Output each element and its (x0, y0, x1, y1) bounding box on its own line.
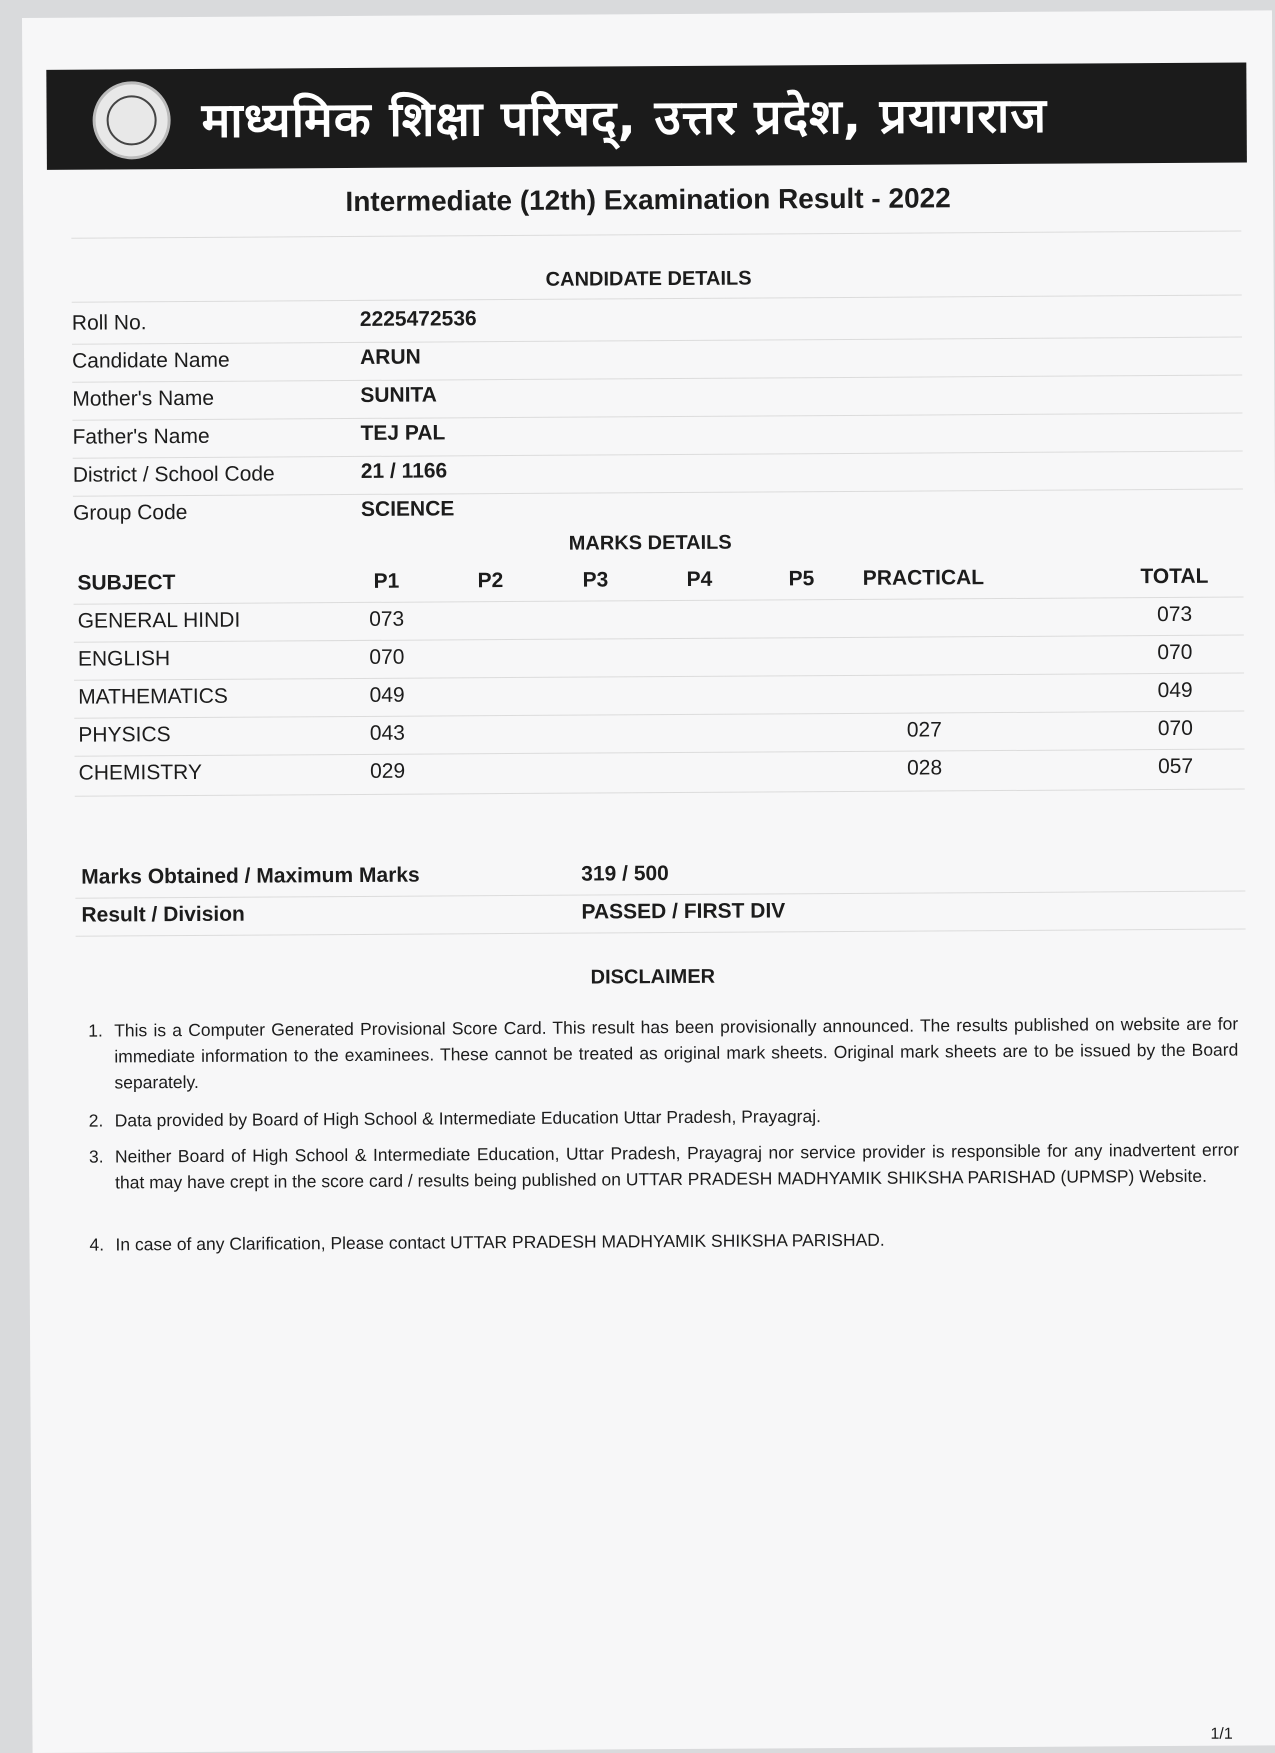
board-name: माध्यमिक शिक्षा परिषद्, उत्तर प्रदेश, प्रयागराज (201, 87, 1048, 149)
detail-value: SCIENCE (360, 497, 455, 521)
total-cell: 073 (1157, 602, 1193, 627)
disclaimer-heading: DISCLAIMER (590, 965, 716, 989)
disclaimer-item (89, 1101, 1239, 1138)
result-value: PASSED / FIRST DIV (581, 899, 786, 924)
subject-cell: MATHEMATICS (78, 684, 228, 709)
header-banner (46, 63, 1247, 170)
practical-cell: 027 (906, 718, 942, 742)
marks-obtained-value: 319 / 500 (581, 862, 669, 886)
column-header: TOTAL (1140, 564, 1209, 589)
marks-details-heading: MARKS DETAILS (568, 531, 732, 555)
divider (71, 231, 1241, 239)
p1-cell: 049 (369, 683, 405, 707)
page-number: 1/1 (1210, 1725, 1233, 1743)
detail-label: Candidate Name (72, 348, 230, 373)
column-header: P4 (686, 567, 713, 591)
column-header: PRACTICAL (862, 566, 985, 590)
item-number: 4. (89, 1234, 105, 1255)
item-text: In case of any Clarification, Please contact UTTAR PRADESH MADHYAMIK SHIKSHA PARISHAD. (115, 1229, 885, 1255)
p1-cell: 073 (369, 607, 405, 631)
subject-cell: PHYSICS (78, 723, 171, 747)
disclaimer-item (89, 1225, 1239, 1262)
practical-cell (834, 680, 1014, 681)
score-card-sheet (22, 10, 1275, 1753)
subject-cell: GENERAL HINDI (77, 608, 241, 633)
subject-cell: CHEMISTRY (78, 760, 202, 785)
detail-row-group-code (73, 489, 1243, 534)
candidate-details-heading: CANDIDATE DETAILS (545, 267, 752, 291)
detail-value: TEJ PAL (360, 421, 446, 445)
column-header: SUBJECT (77, 571, 176, 595)
result-label: Result / Division (81, 902, 245, 927)
detail-value: ARUN (360, 345, 421, 369)
disclaimer-item (88, 1011, 1238, 1100)
detail-label: Group Code (72, 500, 188, 525)
item-text: Neither Board of High School & Intermediate Education, Uttar Pradesh, Prayagraj nor service provider is responsible for any inadvertent error that may have crept in the score card / results being published on UTTAR PRADESH MADHYAMIK SHIKSHA PARISHAD (UPMSP) Website. (114, 1139, 1239, 1193)
item-number: 1. (88, 1020, 103, 1041)
total-cell: 049 (1157, 678, 1193, 703)
column-header: P2 (477, 569, 504, 593)
item-number: 3. (88, 1146, 104, 1167)
p1-cell: 043 (369, 721, 405, 745)
practical-cell (834, 604, 1014, 605)
total-cell: 057 (1157, 754, 1194, 779)
item-text: Data provided by Board of High School & Intermediate Education Uttar Pradesh, Prayagraj. (114, 1106, 822, 1131)
marks-obtained-row (75, 853, 1245, 896)
p1-cell: 070 (369, 645, 405, 669)
detail-label: Roll No. (71, 311, 147, 335)
subject-cell: ENGLISH (77, 647, 171, 671)
total-cell: 070 (1157, 716, 1193, 741)
board-emblem-icon (92, 81, 170, 159)
detail-label: Father's Name (72, 424, 210, 449)
detail-value: 2225472536 (359, 307, 477, 331)
p1-cell: 029 (370, 759, 406, 783)
detail-label: Mother's Name (72, 386, 215, 411)
practical-cell: 028 (906, 756, 943, 780)
detail-value: SUNITA (360, 383, 437, 407)
item-text: This is a Computer Generated Provisional Score Card. This result has been provisionally announced. The results published on website are for immediate information to the examinees. These cannot be treated as original mark sheets. Original mark sheets are to be issued by the Board separately. (114, 1013, 1239, 1093)
item-number: 2. (88, 1110, 104, 1131)
result-row (75, 891, 1245, 934)
table-row (75, 749, 1245, 794)
total-cell: 070 (1157, 640, 1193, 665)
detail-label: District / School Code (72, 462, 275, 487)
marks-obtained-label: Marks Obtained / Maximum Marks (81, 863, 420, 889)
column-header: P5 (788, 567, 815, 591)
disclaimer-item (89, 1137, 1239, 1226)
column-header: P1 (373, 569, 400, 593)
practical-cell (834, 642, 1014, 643)
column-header: P3 (582, 568, 609, 592)
detail-value: 21 / 1166 (360, 459, 448, 483)
exam-title: Intermediate (12th) Examination Result - 2022 (345, 182, 951, 218)
